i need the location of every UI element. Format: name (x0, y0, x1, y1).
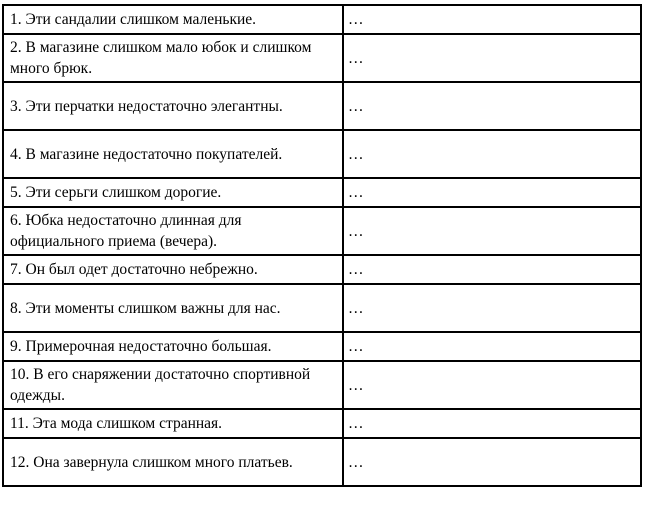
answer-cell: … (343, 34, 641, 82)
exercise-table-body (3, 5, 641, 486)
answer-cell: … (343, 284, 641, 332)
sentence-cell: 9. Примерочная недостаточно большая. (3, 332, 343, 361)
table-row (3, 284, 641, 332)
answer-cell: … (343, 332, 641, 361)
table-row (3, 409, 641, 438)
table-row (3, 178, 641, 207)
table-row (3, 34, 641, 82)
sentence-cell: 1. Эти сандалии слишком маленькие. (3, 5, 343, 34)
table-row (3, 332, 641, 361)
table-row (3, 130, 641, 178)
sentence-cell: 10. В его снаряжении достаточно спортивной одежды. (3, 361, 343, 409)
answer-cell: … (343, 207, 641, 255)
answer-cell: … (343, 178, 641, 207)
sentence-cell: 5. Эти серьги слишком дорогие. (3, 178, 343, 207)
sentence-cell: 8. Эти моменты слишком важны для нас. (3, 284, 343, 332)
sentence-cell: 3. Эти перчатки недостаточно элегантны. (3, 82, 343, 130)
sentence-cell: 7. Он был одет достаточно небрежно. (3, 255, 343, 284)
table-row (3, 82, 641, 130)
answer-cell: … (343, 82, 641, 130)
answer-cell: … (343, 361, 641, 409)
sentence-cell: 12. Она завернула слишком много платьев. (3, 438, 343, 486)
answer-cell: … (343, 438, 641, 486)
answer-cell: … (343, 409, 641, 438)
table-row (3, 207, 641, 255)
answer-cell: … (343, 130, 641, 178)
table-row (3, 438, 641, 486)
sentence-cell: 2. В магазине слишком мало юбок и слишком много брюк. (3, 34, 343, 82)
sentence-cell: 4. В магазине недостаточно покупателей. (3, 130, 343, 178)
table-row (3, 361, 641, 409)
sentence-cell: 11. Эта мода слишком странная. (3, 409, 343, 438)
sentence-cell: 6. Юбка недостаточно длинная для официального приема (вечера). (3, 207, 343, 255)
answer-cell: … (343, 255, 641, 284)
table-row (3, 255, 641, 284)
table-row (3, 5, 641, 34)
answer-cell: … (343, 5, 641, 34)
exercise-table (2, 4, 642, 487)
